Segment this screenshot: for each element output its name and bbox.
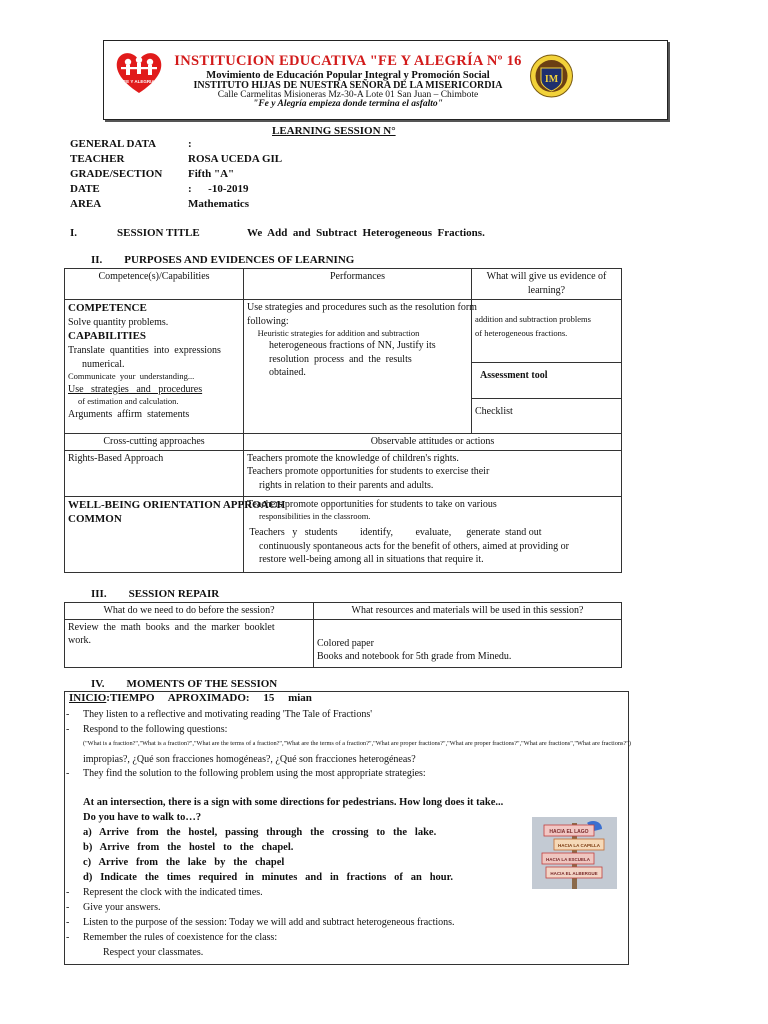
activity-rules: Remember the rules of coexistence for the class: bbox=[83, 932, 278, 943]
section-1-label: SESSION TITLE bbox=[117, 227, 200, 239]
session-title-value: We Add and Subtract Heterogeneous Fractions. bbox=[247, 227, 485, 239]
general-data-value: : bbox=[188, 138, 192, 150]
wellbeing-action-1: Teachers promote opportunities for students to take on various bbox=[247, 498, 497, 510]
bullet-dash: - bbox=[66, 768, 70, 779]
bullet-dash: - bbox=[66, 917, 70, 928]
performance-line-5: resolution process and the results bbox=[269, 353, 412, 365]
school-crest-icon bbox=[529, 50, 574, 102]
capability-3a: Use strategies and procedures bbox=[68, 383, 203, 395]
preparation-line-1: Review the math books and the marker booklet bbox=[68, 621, 275, 633]
section-4-heading: IV. MOMENTS OF THE SESSION bbox=[91, 678, 278, 690]
activity-answers: Give your answers. bbox=[83, 902, 161, 913]
col-performances-header: Performances bbox=[244, 269, 472, 300]
activity-purpose: Listen to the purpose of the session: Today we will add and subtract heterogeneous fractions. bbox=[83, 917, 455, 928]
wellbeing-action-4: continuously spontaneous acts for the benefit of others, aimed at providing or bbox=[259, 540, 569, 552]
date-label: DATE bbox=[70, 183, 100, 195]
signpost-illustration bbox=[532, 817, 617, 889]
preparation-line-2: work. bbox=[68, 635, 92, 646]
movement-line: Movimiento de Educación Popular Integral y Promoción Social bbox=[206, 70, 490, 81]
wellbeing-approach bbox=[65, 496, 286, 572]
activity-problem: They find the solution to the following problem using the most appropriate strategies: bbox=[83, 768, 426, 779]
observable-header: Observable attitudes or actions bbox=[244, 434, 622, 451]
general-data-label: GENERAL DATA bbox=[70, 138, 157, 150]
capability-4: Arguments affirm statements bbox=[68, 408, 190, 420]
institute-line: INSTITUTO HIJAS DE NUESTRA SEÑORA DE LA MISERICORDIA bbox=[193, 80, 503, 91]
section-1-number: I. bbox=[70, 227, 78, 239]
performance-line-3: Heuristic strategies for addition and subtraction bbox=[257, 328, 420, 338]
problem-option-d: d) Indicate the times required in minutes and in fractions of an hour. bbox=[83, 872, 453, 883]
wellbeing-action-5: restore well-being among all in situations that require it. bbox=[259, 554, 484, 566]
problem-question: Do you have to walk to…? bbox=[83, 812, 202, 823]
col-evidence-header: What will give us evidence of learning? bbox=[472, 269, 622, 300]
preparation-cell bbox=[65, 619, 314, 667]
capabilities-heading: CAPABILITIES bbox=[68, 330, 147, 343]
questions-spanish: impropias?, ¿Qué son fracciones homogéneas?, ¿Qué son fracciones heterogéneas? bbox=[83, 754, 416, 765]
rights-actions bbox=[244, 450, 622, 496]
resources-cell bbox=[314, 619, 622, 667]
problem-statement: At an intersection, there is a sign with some directions for pedestrians. How long does it take... bbox=[83, 797, 504, 808]
evidence-line-2: of heterogeneous fractions. bbox=[475, 328, 568, 339]
teacher-value: ROSA UCEDA GIL bbox=[188, 153, 283, 165]
wellbeing-actions bbox=[244, 496, 622, 572]
teacher-label: TEACHER bbox=[70, 153, 125, 165]
performance-line-4: heterogeneous fractions of NN, Justify its bbox=[269, 340, 436, 352]
wellbeing-common: COMMON bbox=[68, 513, 122, 526]
assessment-tool-label: Assessment tool bbox=[472, 363, 622, 399]
performance-line-1: Use strategies and procedures such as the resolution form bbox=[247, 302, 477, 313]
problem-option-a: a) Arrive from the hostel, passing through the crossing to the lake. bbox=[83, 827, 437, 838]
inicio-heading bbox=[69, 692, 312, 704]
motto-line: "Fe y Alegría empieza donde termina el asfalto" bbox=[253, 99, 443, 109]
svg-text:HACIA LA ESCUELA: HACIA LA ESCUELA bbox=[546, 857, 590, 862]
svg-text:HACIA EL ALBERGUE: HACIA EL ALBERGUE bbox=[550, 871, 598, 876]
activity-questions: Respond to the following questions: bbox=[83, 724, 228, 735]
svg-text:FE Y ALEGRIA: FE Y ALEGRIA bbox=[123, 79, 155, 84]
capability-2: Communicate your understanding... bbox=[68, 371, 195, 382]
section-3-heading: III. SESSION REPAIR bbox=[91, 588, 220, 600]
inicio-label: INICIO bbox=[69, 692, 107, 704]
capability-1b: numerical. bbox=[82, 358, 125, 370]
resources-header: What resources and materials will be used in this session? bbox=[314, 603, 622, 620]
col-competence-header: Competence(s)/Capabilities bbox=[65, 269, 244, 300]
rights-action-1: Teachers promote the knowledge of children's rights. bbox=[247, 452, 459, 464]
rights-action-2: Teachers promote opportunities for students to exercise their bbox=[247, 466, 490, 477]
grade-label: GRADE/SECTION bbox=[70, 168, 163, 180]
activity-clock: Represent the clock with the indicated times. bbox=[83, 887, 263, 898]
rule-respect: Respect your classmates. bbox=[83, 947, 204, 958]
address-line: Calle Carmelitas Misioneras Mz-30-A Lote 01 San Juan – Chimbote bbox=[217, 90, 479, 100]
questions-list: ("What is a fraction?","What is a fraction?","What are the terms of a fraction?","What are the terms of a fraction?","What are proper fractions?","What are proper fractions?","What are fractions","What are fractions?") bbox=[83, 740, 631, 747]
bullet-dash: - bbox=[66, 709, 70, 720]
resource-1: Colored paper bbox=[317, 637, 374, 649]
inicio-time: :TIEMPO APROXIMADO: 15 mian bbox=[106, 692, 312, 704]
fe-y-alegria-logo-icon bbox=[113, 50, 165, 94]
svg-text:HACIA EL LAGO: HACIA EL LAGO bbox=[549, 829, 589, 835]
rights-action-3: rights in relation to their parents and adults. bbox=[259, 479, 434, 491]
wellbeing-action-2: responsibilities in the classroom. bbox=[259, 511, 371, 521]
purposes-table bbox=[64, 268, 622, 573]
institution-name: INSTITUCION EDUCATIVA "FE Y ALEGRÍA Nº 16 bbox=[174, 53, 522, 69]
capability-3b: of estimation and calculation. bbox=[78, 396, 179, 407]
performance-cell bbox=[244, 300, 477, 434]
bullet-dash: - bbox=[66, 724, 70, 735]
wellbeing-heading: WELL-BEING ORIENTATION APPROACH bbox=[68, 498, 286, 511]
section-2-heading: II. PURPOSES AND EVIDENCES OF LEARNING bbox=[91, 254, 355, 266]
problem-option-b: b) Arrive from the hostel to the chapel. bbox=[83, 842, 294, 853]
cross-cutting-header: Cross-cutting approaches bbox=[65, 434, 244, 451]
performance-line-2: following: bbox=[247, 315, 289, 327]
evidence-cell bbox=[472, 300, 622, 363]
signpost-icon bbox=[532, 817, 617, 889]
evidence-line-1: addition and subtraction problems bbox=[475, 314, 591, 324]
bullet-dash: - bbox=[66, 932, 70, 943]
competence-cell bbox=[65, 300, 244, 434]
resource-2: Books and notebook for 5th grade from Minedu. bbox=[317, 651, 512, 662]
assessment-tool-value: Checklist bbox=[472, 399, 622, 434]
preparation-header: What do we need to do before the session? bbox=[65, 603, 314, 620]
rights-approach: Rights-Based Approach bbox=[65, 450, 244, 496]
svg-text:IM: IM bbox=[544, 74, 559, 85]
capability-1a: Translate quantities into expressions bbox=[68, 345, 221, 357]
activity-reading: They listen to a reflective and motivating reading 'The Tale of Fractions' bbox=[83, 709, 373, 720]
date-value: : -10-2019 bbox=[188, 183, 249, 195]
wellbeing-action-3: Teachers y students identify, evaluate, generate stand out bbox=[247, 527, 542, 539]
page-title: LEARNING SESSION N° bbox=[272, 125, 396, 137]
bullet-dash: - bbox=[66, 887, 70, 898]
performance-line-6: obtained. bbox=[269, 367, 306, 379]
bullet-dash: - bbox=[66, 902, 70, 913]
area-label: AREA bbox=[70, 198, 102, 210]
competence-item: Solve quantity problems. bbox=[68, 316, 169, 328]
preparation-table bbox=[64, 602, 622, 668]
problem-option-c: c) Arrive from the lake by the chapel bbox=[83, 857, 285, 868]
area-value: Mathematics bbox=[188, 198, 250, 210]
competence-heading: COMPETENCE bbox=[68, 302, 147, 314]
grade-value: Fifth "A" bbox=[188, 168, 235, 180]
svg-text:HACIA LA CAPILLA: HACIA LA CAPILLA bbox=[558, 843, 600, 848]
